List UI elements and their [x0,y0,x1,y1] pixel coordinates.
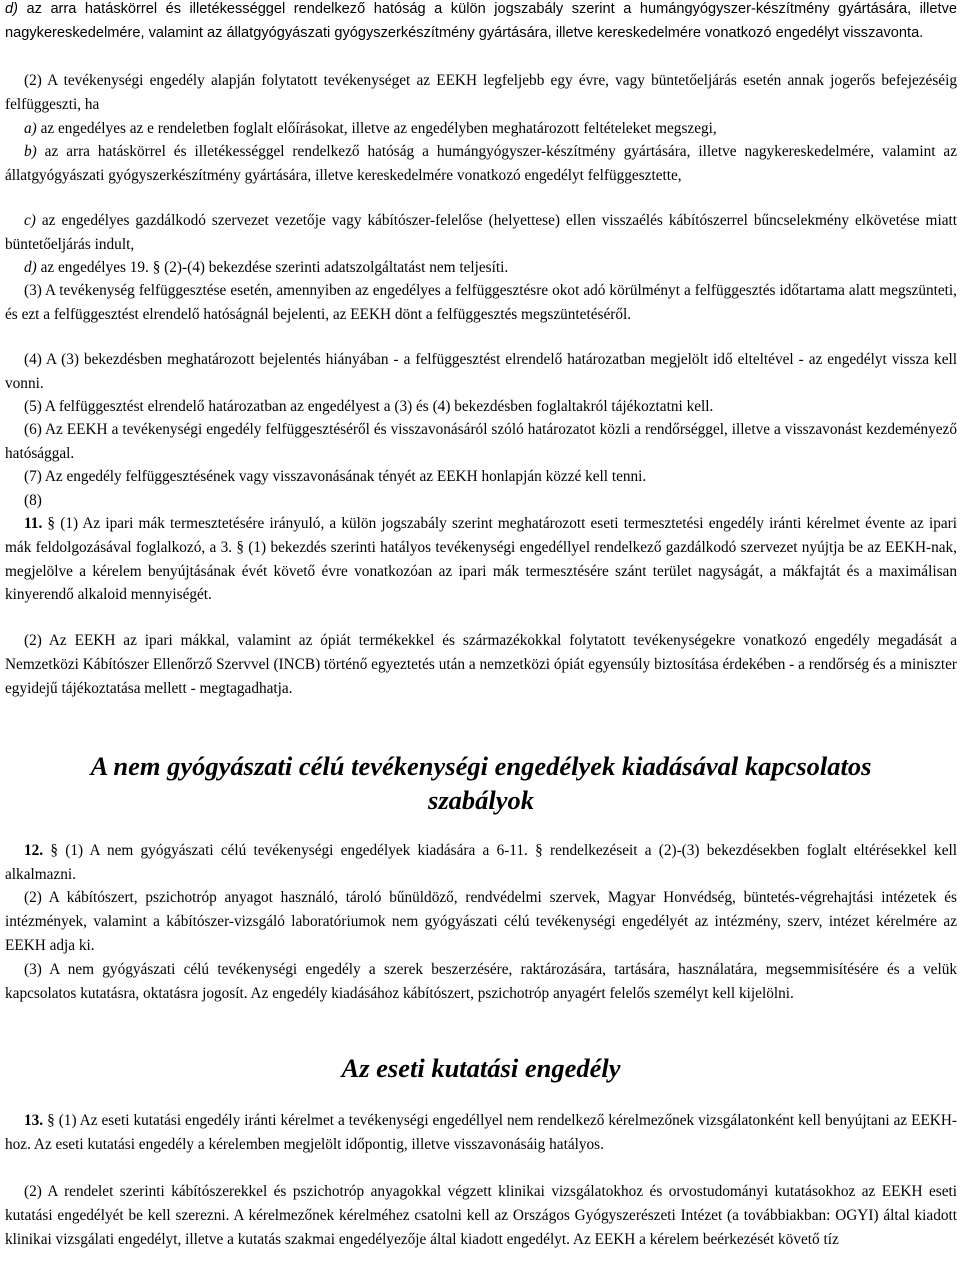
paragraph-4 [5,348,957,396]
paragraph-text: (2) A rendelet szerinti kábítószerekkel és pszichotróp anyagokkal végzett klinikai vizsgálatokhoz és orvostudományi kutatásokhoz az EEKH eseti kutatási engedélyét be kell szerezni. A kérelmezőnek kérelméhez csatolni kell az Országos Gyógyszerészeti Intézet (a továbbiakban: OGYI) által kiadott klinikai vizsgálati engedélyt, illetve a kutatás szakmai engedélyezője által kiadott engedélyt. Az EEKH a kérelem beérkezését követő tíz [5,1183,957,1248]
paragraph-2a [5,117,957,141]
paragraph-text: (7) Az engedély felfüggesztésének vagy visszavonásának tényét az EEKH honlapján közzé kell tenni. [24,468,647,485]
paragraph-2b [5,140,957,188]
paragraph-text: (2) A tevékenységi engedély alapján folytatott tevékenységet az EEKH legfeljebb egy évre, vagy büntetőeljárás esetén annak jogerős befejezéséig felfüggeszti, ha [5,72,957,113]
section-13 [5,1109,957,1157]
paragraph-1d [5,0,957,46]
section-12 [5,839,957,887]
item-label: a) [24,120,37,137]
paragraph-text: (8) [24,492,42,509]
section-number: 12. [24,842,44,859]
heading-line-2: szabályok [428,785,534,815]
heading-text: Az eseti kutatási engedély [341,1053,621,1083]
paragraph-2 [5,69,957,117]
paragraph-5 [5,395,957,419]
paragraph-text: (2) Az EEKH az ipari mákkal, valamint az ópiát termékekkel és származékokkal folytatott tevékenységekre vonatkozó engedély megadását a Nemzetközi Kábítószer Ellenőrző Szervvel (INCB) történő egyeztetés után a nemzetközi ópiát egyensúly biztosítása érdekében - a rendőrség és a miniszter egyidejű tájékoztatása mellett - megtagadhatja. [5,632,957,697]
heading-line-1: A nem gyógyászati célú tevékenységi engedélyek kiadásával kapcsolatos [90,751,872,781]
paragraph-text: (6) Az EEKH a tevékenységi engedély felfüggesztéséről és visszavonásáról szóló határozatot közli a rendőrséggel, illetve a visszavonást kezdeményező hatósággal. [5,421,957,462]
paragraph-text: § (1) Az ipari mák termesztetésére irányuló, a külön jogszabály szerint meghatározott eseti termesztetési engedély iránti kérelmet évente az ipari mák feldolgozásával foglalkozó, a 3. § (1) bekezdés szerinti hatályos tevékenységi engedéllyel rendelkező gazdálkodó szervezet nyújtja be az EEKH-nak, megjelölve a kérelem benyújtásának évét követő évre vonatkozóan az ipari mák termesztésére szánt terület nagyságát, a mákfajtát és a maximálisan kinyerendő alkaloid mennyiségét. [5,515,957,604]
paragraph-text: (2) A kábítószert, pszichotróp anyagot használó, tároló bűnüldöző, rendvédelmi szervek, Magyar Honvédség, büntetés-végrehajtási intézetek és intézmények, valamint a kábítószer-vizsgáló laboratóriumok nem gyógyászati célú tevékenységi engedélyét az intézmény, szerv, intézet kérelmére az EEKH adja ki. [5,889,957,954]
paragraph-text: az arra hatáskörrel és illetékességgel rendelkező hatóság a külön jogszabály szerint a humángyógyszer-készítmény gyártására, illetve nagykereskedelmére, valamint az állatgyógyászati gyógyszerkészítmény gyártására, illetve kereskedelmére vonatkozó engedélyt visszavonta. [5,1,957,41]
section-heading-research-permit [5,1051,957,1085]
paragraph-text: az engedélyes 19. § (2)-(4) bekezdése szerinti adatszolgáltatást nem teljesíti. [36,259,509,276]
paragraph-8 [5,489,957,513]
section-12-2 [5,886,957,957]
paragraph-text: az engedélyes gazdálkodó szervezet vezetője vagy kábítószer-felelőse (helyettese) ellen visszaélés kábítószerrel bűncselekmény elkövetése miatt büntetőeljárás indult, [5,212,957,253]
section-13-2 [5,1180,957,1251]
paragraph-text: (3) A tevékenység felfüggesztése esetén, amennyiben az engedélyes a felfüggesztésre okot adó körülményt a felfüggesztés időtartama alatt megszünteti, és ezt a felfüggesztést elrendelő hatóságnál bejelenti, az EEKH dönt a felfüggesztés megszüntetéséről. [5,282,957,323]
paragraph-2c [5,209,957,257]
paragraph-text: az engedélyes az e rendeletben foglalt előírásokat, illetve az engedélyben meghatározott feltételeket megszegi, [36,120,717,137]
section-11 [5,512,957,607]
paragraph-text: (3) A nem gyógyászati célú tevékenységi engedély a szerek beszerzésére, raktározására, tartására, használatára, megsemmisítésére és a velük kapcsolatos kutatásra, oktatásra jogosít. Az engedély kiadásához kábítószert, pszichotróp anyagért felelős személyt kell kijelölni. [5,961,957,1002]
paragraph-6 [5,418,957,466]
section-heading-non-medical [5,749,957,817]
paragraph-3 [5,279,957,327]
item-label: b) [24,143,37,160]
section-12-3 [5,958,957,1006]
paragraph-7 [5,465,957,489]
paragraph-2d [5,256,957,280]
paragraph-text: (5) A felfüggesztést elrendelő határozatban az engedélyest a (3) és (4) bekezdésben foglaltakról tájékoztatni kell. [24,398,714,415]
section-number: 13. [24,1112,44,1129]
item-label: c) [24,212,36,229]
paragraph-text: § (1) Az eseti kutatási engedély iránti kérelmet a tevékenységi engedéllyel nem rendelkező kérelmezőnek vizsgálatonként kell benyújtani az EEKH-hoz. Az eseti kutatási engedély a kérelemben megjelölt időpontig, illetve visszavonásáig hatályos. [5,1112,957,1153]
section-11-2 [5,629,957,700]
section-number: 11. [24,515,43,532]
paragraph-text: az arra hatáskörrel és illetékességgel rendelkező hatóság a humángyógyszer-készítmény gyártására, illetve nagykereskedelmére, valamint az állatgyógyászati gyógyszerkészítmény gyártására, illetve kereskedelmére vonatkozó engedélyt felfüggesztette, [5,143,957,184]
item-label: d) [24,259,37,276]
item-label: d) [5,1,18,17]
paragraph-text: (4) A (3) bekezdésben meghatározott bejelentés hiányában - a felfüggesztést elrendelő határozatban megjelölt idő elteltével - az engedélyt vissza kell vonni. [5,351,957,392]
paragraph-text: § (1) A nem gyógyászati célú tevékenységi engedélyek kiadására a 6-11. § rendelkezéseit a (2)-(3) bekezdésekben foglalt eltérésekkel kell alkalmazni. [5,842,957,883]
